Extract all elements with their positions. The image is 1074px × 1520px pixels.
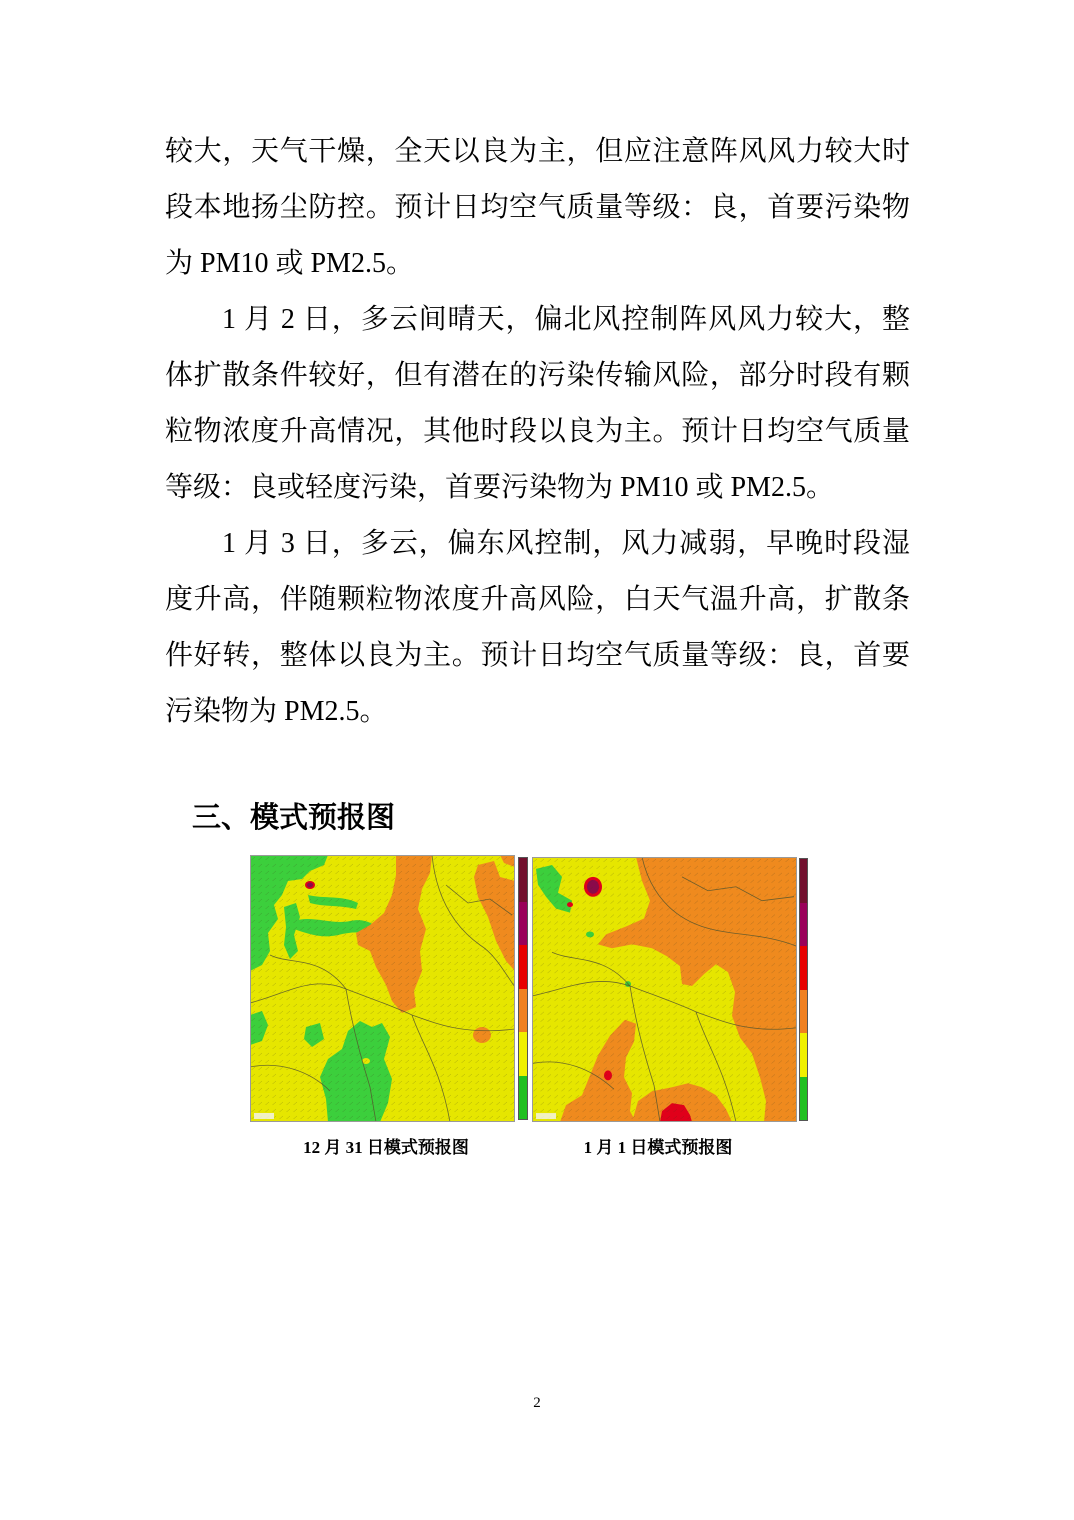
colorbar-segment — [519, 1032, 527, 1076]
section-heading: 三、模式预报图 — [192, 802, 396, 834]
colorbar-segment — [800, 903, 807, 947]
aqi-colorbar-left — [518, 857, 528, 1120]
paragraph-1-line-3: 为 PM10 或 PM2.5。 — [165, 248, 414, 279]
body-text — [165, 124, 910, 740]
colorbar-segment — [519, 902, 527, 946]
map-legend-box — [254, 1113, 274, 1119]
aqi-colorbar-right — [799, 858, 808, 1121]
paragraph-2-line-3: 粒物浓度升高情况，其他时段以良为主。预计日均空气质量 — [165, 416, 910, 447]
forecast-map-right — [532, 857, 797, 1122]
paragraph-1-line-1: 较大，天气干燥，全天以良为主，但应注意阵风风力较大时 — [165, 136, 910, 167]
colorbar-segment — [519, 1076, 527, 1120]
paragraph-3-line-1: 1 月 3 日，多云，偏东风控制，风力减弱，早晚时段湿 — [222, 528, 910, 559]
figure-caption-right: 1 月 1 日模式预报图 — [583, 1138, 733, 1157]
forecast-map-left — [250, 855, 515, 1122]
paragraph-3-line-2: 度升高，伴随颗粒物浓度升高风险，白天气温升高，扩散条 — [165, 584, 910, 615]
colorbar-segment — [800, 859, 807, 903]
paragraph-3-line-3: 件好转，整体以良为主。预计日均空气质量等级：良，首要 — [165, 640, 910, 671]
wind-vector-field — [250, 855, 515, 1122]
paragraph-2-line-2: 体扩散条件较好，但有潜在的污染传输风险，部分时段有颗 — [165, 360, 910, 391]
paragraph-2-line-4: 等级：良或轻度污染，首要污染物为 PM10 或 PM2.5。 — [165, 472, 834, 503]
colorbar-segment — [800, 946, 807, 990]
colorbar-segment — [800, 990, 807, 1034]
figure-caption-left: 12 月 31 日模式预报图 — [303, 1138, 469, 1157]
page-number: 2 — [533, 1395, 541, 1411]
colorbar-segment — [800, 1033, 807, 1077]
colorbar-segment — [519, 989, 527, 1033]
map-legend-box — [536, 1113, 556, 1119]
paragraph-1-line-2: 段本地扬尘防控。预计日均空气质量等级：良，首要污染物 — [165, 192, 910, 223]
colorbar-segment — [519, 858, 527, 902]
paragraph-3-line-4: 污染物为 PM2.5。 — [165, 696, 388, 727]
colorbar-segment — [800, 1077, 807, 1121]
wind-vector-field — [532, 857, 797, 1122]
colorbar-segment — [519, 945, 527, 989]
paragraph-2-line-1: 1 月 2 日，多云间晴天，偏北风控制阵风风力较大，整 — [222, 304, 910, 335]
